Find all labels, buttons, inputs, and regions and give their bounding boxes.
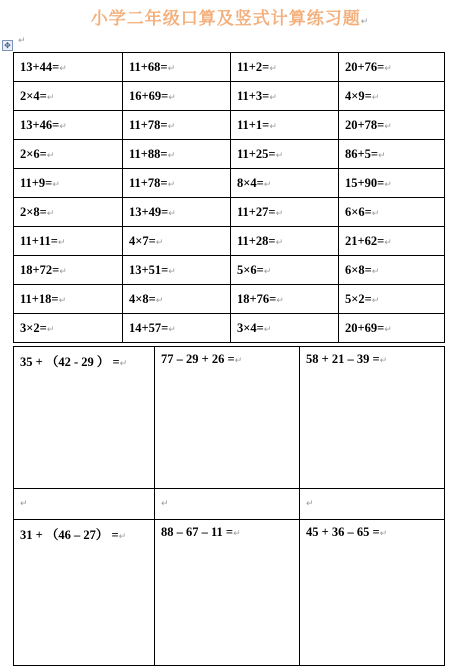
paragraph-mark: ↵ [46,92,55,103]
table-row [14,53,445,82]
paragraph-mark: ↵ [371,266,380,277]
paragraph-mark: ↵ [20,499,28,509]
oral-problem-text: 5×6= [237,262,264,277]
vertical-problem-text: 45 + 36 – 65 = [306,525,380,539]
oral-problem-cell[interactable] [231,82,339,111]
vertical-calculation-table [13,346,445,666]
oral-problem-text: 4×7= [129,233,156,248]
oral-problem-cell[interactable] [123,198,231,227]
paragraph-mark: ↵ [52,179,60,190]
oral-problem-cell[interactable] [14,198,123,227]
oral-problem-text: 2×6= [20,146,47,161]
paragraph-mark: ↵ [275,208,284,219]
paragraph-mark: ↵ [168,92,176,103]
oral-problem-cell[interactable] [123,169,231,198]
paragraph-mark: ↵ [371,92,380,103]
paragraph-mark: ↵ [233,529,241,539]
paragraph-mark: ↵ [379,529,388,539]
oral-problem-text: 6×8= [345,262,372,277]
paragraph-mark: ↵ [384,324,392,335]
paragraph-mark: ↵ [58,295,67,306]
oral-problem-text: 18+72= [20,262,60,277]
table-row [14,489,445,520]
paragraph-mark: ↵ [371,295,380,306]
oral-problem-text: 11+78= [129,175,168,190]
oral-problem-cell[interactable] [231,169,339,198]
paragraph-mark: ↵ [18,36,26,46]
paragraph-mark: ↵ [57,237,66,248]
table-row [14,82,445,111]
table-row [14,314,445,343]
oral-problem-text: 20+76= [345,59,385,74]
oral-problem-text: 18+76= [237,291,277,306]
paragraph-mark: ↵ [167,63,176,74]
paragraph-mark: ↵ [275,150,284,161]
paragraph-mark: ↵ [269,121,277,132]
table-row [14,198,445,227]
table-row [14,227,445,256]
oral-problem-text: 11+1= [237,117,270,132]
paragraph-mark: ↵ [59,121,67,132]
vertical-problem-cell[interactable] [300,489,445,520]
paragraph-mark: ↵ [167,179,176,190]
paragraph-mark: ↵ [263,324,272,335]
oral-problem-text: 20+69= [345,320,385,335]
oral-problem-cell[interactable] [339,140,445,169]
oral-problem-text: 3×4= [237,320,264,335]
oral-problem-cell[interactable] [123,111,231,140]
oral-problem-text: 11+11= [20,233,58,248]
oral-problem-cell[interactable] [231,198,339,227]
paragraph-mark: ↵ [168,208,176,219]
oral-problem-text: 11+27= [237,204,276,219]
oral-problem-cell[interactable] [14,140,123,169]
paragraph-mark: ↵ [59,63,67,74]
paragraph-mark: ↵ [119,359,128,369]
table-move-handle-icon[interactable]: ✥ [2,40,13,51]
oral-problem-text: 13+44= [20,59,60,74]
oral-problem-cell[interactable] [14,227,123,256]
vertical-problem-text: 77 – 29 + 26 = [161,352,235,366]
vertical-problem-text: 88 – 67 – 11 = [161,525,234,539]
oral-problem-cell[interactable] [14,82,123,111]
vertical-problem-text: 58 + 21 – 39 = [306,352,380,366]
oral-problem-text: 11+18= [20,291,59,306]
oral-problem-cell[interactable] [14,53,123,82]
oral-problem-cell[interactable] [231,285,339,314]
oral-problem-cell[interactable] [231,140,339,169]
oral-problem-cell[interactable] [231,256,339,285]
oral-problem-cell[interactable] [339,53,445,82]
oral-problem-cell[interactable] [339,198,445,227]
oral-problem-text: 86+5= [345,146,378,161]
title-text: 小学二年级口算及竖式计算练习题 [90,9,361,29]
table-row [14,140,445,169]
oral-problem-text: 6×6= [345,204,372,219]
paragraph-mark: ↵ [167,150,176,161]
oral-problem-text: 14+57= [129,320,169,335]
vertical-problem-cell[interactable] [300,347,445,489]
oral-problem-cell[interactable] [123,82,231,111]
paragraph-mark: ↵ [263,266,272,277]
oral-problem-cell[interactable] [231,314,339,343]
oral-problem-cell[interactable] [339,82,445,111]
oral-problem-cell[interactable] [231,227,339,256]
oral-problem-cell[interactable] [14,169,123,198]
oral-problem-text: 4×8= [129,291,156,306]
paragraph-mark: ↵ [275,237,284,248]
vertical-problem-text: 35 + （42 - 29 ） = [20,355,120,369]
paragraph-mark: ↵ [168,324,176,335]
table-row [14,111,445,140]
paragraph-mark: ↵ [379,356,388,366]
oral-problem-cell[interactable] [123,285,231,314]
oral-problem-cell[interactable] [339,314,445,343]
vertical-problem-text: 31 + （46 – 27） = [20,528,119,542]
table-row [14,347,445,489]
oral-problem-text: 2×8= [20,204,47,219]
table-row [14,520,445,666]
paragraph-mark: ↵ [384,179,392,190]
paragraph-mark: ↵ [384,63,392,74]
oral-problem-cell[interactable] [339,256,445,285]
vertical-problem-cell[interactable] [155,520,300,666]
oral-problem-cell[interactable] [123,53,231,82]
paragraph-mark: ↵ [167,121,176,132]
oral-problem-text: 11+88= [129,146,168,161]
table-row [14,285,445,314]
oral-problem-cell[interactable] [14,111,123,140]
paragraph-mark: ↵ [118,532,127,542]
oral-problem-cell[interactable] [231,53,339,82]
worksheet-title [0,4,460,29]
vertical-problem-cell[interactable] [14,520,155,666]
paragraph-mark: ↵ [306,499,314,509]
paragraph-mark: ↵ [46,324,55,335]
oral-problem-text: 13+46= [20,117,60,132]
oral-problem-text: 11+2= [237,59,270,74]
oral-problem-cell[interactable] [14,256,123,285]
oral-problem-text: 4×9= [345,88,372,103]
oral-problem-text: 20+78= [345,117,385,132]
paragraph-mark: ↵ [378,150,386,161]
vertical-problem-cell[interactable] [155,347,300,489]
paragraph-mark: ↵ [360,17,370,27]
vertical-problem-cell[interactable] [300,520,445,666]
paragraph-mark: ↵ [161,499,169,509]
paragraph-mark: ↵ [269,63,277,74]
paragraph-mark: ↵ [155,295,164,306]
paragraph-mark: ↵ [59,266,67,277]
oral-problem-cell[interactable] [339,227,445,256]
table-row [14,256,445,285]
paragraph-mark: ↵ [384,121,392,132]
oral-problem-text: 13+49= [129,204,169,219]
oral-problem-cell[interactable] [339,285,445,314]
oral-problem-text: 3×2= [20,320,47,335]
paragraph-mark: ↵ [46,208,55,219]
oral-problem-cell[interactable] [123,314,231,343]
oral-problem-text: 8×4= [237,175,264,190]
paragraph-mark: ↵ [234,356,243,366]
vertical-problem-cell[interactable] [155,489,300,520]
oral-problem-cell[interactable] [123,140,231,169]
oral-problem-text: 11+68= [129,59,168,74]
paragraph-mark: ↵ [263,179,272,190]
vertical-problem-cell[interactable] [14,489,155,520]
paragraph-mark: ↵ [276,295,284,306]
oral-calculation-table [13,52,445,343]
oral-problem-text: 2×4= [20,88,47,103]
paragraph-mark: ↵ [371,208,380,219]
oral-problem-text: 11+9= [20,175,53,190]
paragraph-mark: ↵ [155,237,164,248]
oral-problem-text: 11+78= [129,117,168,132]
table-row [14,169,445,198]
oral-problem-cell[interactable] [14,285,123,314]
oral-problem-cell[interactable] [123,256,231,285]
vertical-problem-cell[interactable] [14,347,155,489]
oral-problem-text: 16+69= [129,88,169,103]
oral-problem-cell[interactable] [123,227,231,256]
oral-problem-text: 5×2= [345,291,372,306]
paragraph-mark: ↵ [269,92,277,103]
paragraph-mark: ↵ [168,266,176,277]
oral-problem-cell[interactable] [14,314,123,343]
oral-problem-text: 11+3= [237,88,270,103]
oral-problem-text: 21+62= [345,233,385,248]
oral-problem-text: 15+90= [345,175,385,190]
oral-problem-cell[interactable] [339,169,445,198]
oral-problem-cell[interactable] [339,111,445,140]
oral-problem-text: 11+28= [237,233,276,248]
oral-problem-text: 13+51= [129,262,169,277]
paragraph-mark: ↵ [384,237,392,248]
paragraph-mark: ↵ [46,150,55,161]
oral-problem-text: 11+25= [237,146,276,161]
oral-problem-cell[interactable] [231,111,339,140]
